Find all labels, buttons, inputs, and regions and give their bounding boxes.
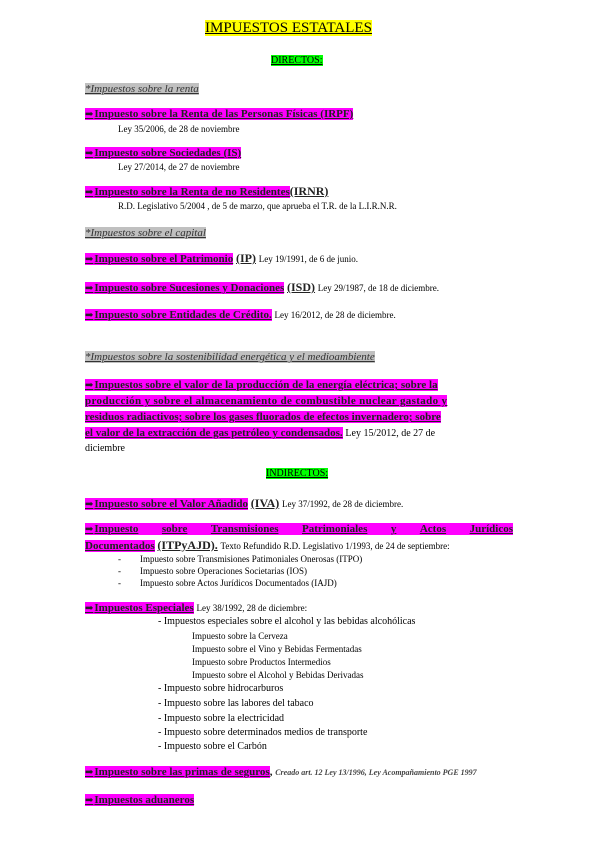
title-text: IMPUESTOS ESTATALES <box>205 20 372 36</box>
itp-item: - Impuesto sobre Actos Jurídicos Documentados (IAJD) <box>118 578 337 588</box>
law-is: Ley 27/2014, de 27 de noviembre <box>118 162 240 172</box>
itp-item: - Impuesto sobre Transmisiones Patimoniales Onerosas (ITPO) <box>118 554 363 564</box>
arrow-icon: ➡ <box>85 499 94 510</box>
law-energia: Ley 15/2012, de 27 de <box>345 428 436 439</box>
tax-ip: ➡Impuesto sobre el Patrimonio (IP) Ley 19/1991, de 6 de junio. <box>85 251 358 265</box>
tax-is: ➡Impuesto sobre Sociedades (IS) <box>85 147 242 159</box>
arrow-icon: ➡ <box>85 254 94 265</box>
alcohol-item: Impuesto sobre la Cerveza <box>192 631 288 641</box>
especiales-alcohol: - Impuestos especiales sobre el alcohol y las bebidas alcohólicas <box>158 616 416 627</box>
tax-energia-line-4: el valor de la extracción de gas petróleo y condensados. Ley 15/2012, de 27 de <box>85 427 436 439</box>
arrow-icon: ➡ <box>85 283 94 294</box>
arrow-icon: ➡ <box>85 603 94 614</box>
law-irnr: R.D. Legislativo 5/2004 , de 5 de marzo, que aprueba el T.R. de la L.I.R.N.R. <box>118 201 397 211</box>
especiales-item: - Impuesto sobre el Carbón <box>158 741 267 752</box>
arrow-icon: ➡ <box>85 767 94 778</box>
arrow-icon: ➡ <box>85 187 94 198</box>
page-title <box>205 20 372 37</box>
arrow-icon: ➡ <box>85 109 94 120</box>
law-primas: Creado art. 12 Ley 13/1996, Ley Acompañamiento PGE 1997 <box>275 768 477 777</box>
tax-entidades-credito: ➡Impuesto sobre Entidades de Crédito. Ley 16/2012, de 28 de diciembre. <box>85 309 396 321</box>
tax-itp-line-2: Documentados (ITPyAJD). Texto Refundido R.D. Legislativo 1/1993, de 24 de septiembre: <box>85 538 450 552</box>
law-isd: Ley 29/1987, de 18 de diciembre. <box>317 283 439 293</box>
tax-energia-line-3: residuos radiactivos; sobre los gases fluorados de efectos invernadero; sobre <box>85 411 441 423</box>
itp-item: - Impuesto sobre Operaciones Societarias (IOS) <box>118 566 307 576</box>
tax-itp-line-1: ➡Impuesto sobre Transmisiones Patrimoniales y Actos Jurídicos <box>85 523 513 535</box>
tax-primas-seguros: ➡Impuesto sobre las primas de seguros, Creado art. 12 Ley 13/1996, Ley Acompañamiento PGE 1997 <box>85 766 477 778</box>
arrow-icon: ➡ <box>85 310 94 321</box>
arrow-icon: ➡ <box>85 795 94 806</box>
alcohol-item: Impuesto sobre Productos Intermedios <box>192 657 331 667</box>
law-energia-cont: diciembre <box>85 443 125 454</box>
tax-energia-line-2: producción y sobre el almacenamiento de combustible nuclear gastado y <box>85 395 448 407</box>
section-indirectos: INDIRECTOS: <box>266 468 329 479</box>
tax-isd: ➡Impuesto sobre Sucesiones y Donaciones (ISD) Ley 29/1987, de 18 de diciembre. <box>85 280 439 294</box>
category-sostenibilidad: *Impuestos sobre la sostenibilidad energética y el medioambiente <box>85 351 375 363</box>
alcohol-item: Impuesto sobre el Alcohol y Bebidas Derivadas <box>192 670 364 680</box>
especiales-item: - Impuesto sobre las labores del tabaco <box>158 698 314 709</box>
category-renta: *Impuestos sobre la renta <box>85 83 199 95</box>
category-capital: *Impuestos sobre el capital <box>85 227 206 239</box>
arrow-icon: ➡ <box>85 148 94 159</box>
law-itp: Texto Refundido R.D. Legislativo 1/1993, de 24 de septiembre: <box>220 541 450 551</box>
especiales-item: - Impuesto sobre la electricidad <box>158 713 285 724</box>
law-irpf: Ley 35/2006, de 28 de noviembre <box>118 124 240 134</box>
tax-irpf: ➡Impuesto sobre la Renta de las Personas Físicas (IRPF) <box>85 108 354 120</box>
section-directos: DIRECTOS: <box>271 55 323 66</box>
tax-energia-line-1: ➡Impuestos sobre el valor de la producción de la energía eléctrica; sobre la <box>85 379 438 391</box>
tax-aduaneros: ➡Impuestos aduaneros <box>85 794 195 806</box>
tax-iva: ➡Impuesto sobre el Valor Añadido (IVA) Ley 37/1992, de 28 de diciembre. <box>85 496 404 510</box>
tax-irnr: ➡Impuesto sobre la Renta de no Residentes(IRNR) <box>85 184 329 198</box>
arrow-icon: ➡ <box>85 380 94 391</box>
law-especiales: Ley 38/1992, 28 de diciembre: <box>196 603 308 613</box>
arrow-icon: ➡ <box>85 524 94 535</box>
especiales-item: - Impuesto sobre hidrocarburos <box>158 683 284 694</box>
law-ip: Ley 19/1991, de 6 de junio. <box>258 254 358 264</box>
tax-especiales: ➡Impuestos Especiales Ley 38/1992, 28 de diciembre: <box>85 602 308 614</box>
law-ied: Ley 16/2012, de 28 de diciembre. <box>274 310 396 320</box>
especiales-item: - Impuesto sobre determinados medios de transporte <box>158 727 368 738</box>
law-iva: Ley 37/1992, de 28 de diciembre. <box>281 499 404 509</box>
alcohol-item: Impuesto sobre el Vino y Bebidas Fermentadas <box>192 644 362 654</box>
